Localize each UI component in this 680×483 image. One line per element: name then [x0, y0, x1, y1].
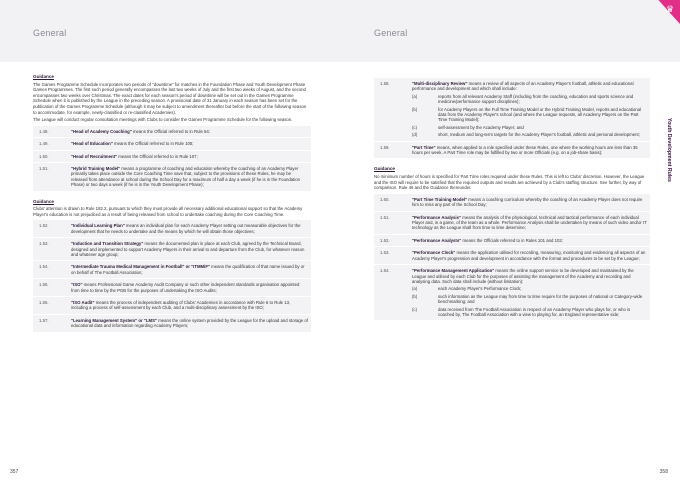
definition-number: 1.54. [33, 261, 68, 279]
definition-text: means the online system provided by the League for the upload and storage of educational data and information regarding Academy Players; [71, 317, 308, 329]
right-page-number: 358 [659, 469, 668, 475]
definition-term: "ISO Audit" [71, 300, 95, 306]
definition-row [33, 297, 311, 315]
definition-term: "Performance Analysis" [412, 214, 462, 220]
definition-row [374, 78, 650, 141]
guidance-heading: Guidance [33, 74, 54, 79]
definition-row [374, 265, 650, 321]
definition-term: "Performance Analysts" [412, 237, 462, 243]
right-page [340, 0, 680, 483]
definitions-table [374, 194, 650, 322]
definition-body [68, 279, 311, 297]
definition-number: 1.52. [33, 220, 68, 237]
guidance-heading: Guidance [33, 198, 54, 204]
definition-text: means the qualification of that name issued by or on behalf of The Football Association; [71, 264, 305, 275]
subitem-text: such information as the League may from time to time require for the purposes of national or Category-wide benchmarking; and [438, 293, 643, 305]
definition-row [33, 150, 311, 162]
definition-row [33, 279, 311, 297]
definition-term: "Multi-disciplinary Review" [412, 81, 468, 86]
subitem-letter: (a) [412, 286, 418, 292]
definition-text: means the online support service to be developed and maintained by the League and utilised by each Club for the purposes of assisting the management of the Academy and recording and analysing data. Such data shall include (without limitation): [412, 268, 634, 284]
left-content [33, 74, 311, 340]
subitem-letter: (a) [412, 93, 418, 99]
definition-term: "ISO" [71, 282, 83, 288]
definition-term: "Intermediate Trauma Medical Management in Football" or "ITMMiF" [71, 264, 210, 270]
definition-number: 1.60. [374, 194, 409, 211]
definition-text: means the Official referred to in Rule 107; [117, 153, 198, 159]
definition-row [33, 162, 311, 191]
subitem-text: for Academy Players on the Full Time Training Model or the Hybrid Training Model, reports and educational data from the Academy Player's school (and where the League requests, all Academy Players on the Part Time Training Model); [438, 106, 642, 123]
guidance-paragraph: No minimum number of hours is specified for Part Time roles required under these Rules. This is left to Clubs' discretion. However, the League and the ISO will require to be satisfied that the required outputs and results are achieved by a Club's staffing structure. See further, by way of comparison, Rule 46 and the Guidance thereunder. [374, 174, 645, 191]
definition-text: means the documented plan in place at each Club, agreed by the Technical Board, designed and implemented to support Academy Players in their arrival to and departure from the Club, for whatever reason and whatever age group; [71, 241, 305, 257]
definitions-table [33, 126, 311, 192]
definition-number: 1.55. [33, 279, 68, 297]
definition-text: means the analysis of the physiological, technical and tactical performance of each individual Player and, in a game, of the team as a whole. Performance Analysis shall be undertaken by means of such video and/or IT technology as the League shall from time to time determine; [412, 214, 647, 231]
definition-subitem [412, 286, 647, 291]
definition-subitem [412, 107, 647, 123]
definition-body [409, 265, 650, 321]
definition-body [409, 194, 650, 211]
definition-number: 1.59. [374, 141, 409, 159]
definition-row [33, 138, 311, 150]
left-section-title: General [33, 28, 67, 38]
definition-row [33, 126, 311, 138]
definition-text: means the Officials referred to in Rules 101 and 102; [461, 237, 563, 243]
definition-row [33, 220, 311, 237]
definition-term: "Hybrid Training Model" [71, 165, 121, 171]
definition-text: means an individual plan for each Academy Player setting out measurable objectives for the development that he needs to undertake and the means by which he will obtain those objectives; [71, 223, 301, 234]
definition-term: "Learning Management System" or "LMS" [71, 317, 157, 323]
guidance-paragraph: Clubs' attention is drawn to Rule 182.2, pursuant to which they must provide all necessary additional educational support so that the Academy Player's education is not prejudiced as a result of being released from school to undertake coaching during the Core Coaching Time. [33, 206, 303, 217]
definition-body [409, 141, 650, 159]
definition-body [68, 220, 311, 237]
subitem-text: reports from all relevant Academy Staff (including from the coaching, education and sports science and medicine/performance support disciplines); [438, 93, 634, 105]
definition-subitem [412, 132, 647, 137]
subitem-text: data received from The Football Association in respect of an Academy Player who plays for, or who is coached by, The Football Association with a view to playing for, an England representative side; [438, 306, 631, 317]
lion-logo-icon: ♛ [665, 4, 675, 14]
definition-body [68, 297, 311, 315]
definition-row [374, 247, 650, 265]
subitem-letter: (b) [412, 293, 418, 299]
definition-subitem [412, 94, 647, 105]
definition-term: "Performance Clock" [412, 250, 456, 256]
definition-body [68, 150, 311, 162]
definition-number: 1.62. [374, 234, 409, 246]
subitem-letter: (c) [412, 306, 418, 312]
guidance-paragraph: The Games Programme Schedule incorporates two periods of "downtime" for matches in the Foundation Phase and Youth Development Phase Games Programmes. The first such period generally encompasses the last two weeks of July and the first two weeks of August, and the second encompasses two weeks over Christmas. The exact dates for each season's period of downtime will be set out in the Games Programme Schedule when it is published by the League in the preceding season. A provisional date of 31 January in each season has been set for the publication of the Games Programme Schedule (although it may be subject to amendment thereafter but before the start of the following season to accommodate, for example, newly-classified or re-classified Academies). [33, 81, 307, 115]
definition-row [374, 194, 650, 211]
definition-term: "Head of Recruitment" [71, 153, 118, 159]
guidance-heading: Guidance [374, 166, 395, 172]
subitem-letter: (d) [412, 132, 418, 138]
definition-row [33, 261, 311, 279]
definition-term: "Part Time" [412, 144, 436, 150]
right-section-title: General [374, 28, 408, 38]
definition-text: means the Official referred to in Rule 105; [112, 141, 194, 147]
definition-body [68, 261, 311, 279]
definition-body [409, 78, 650, 141]
definition-text: means a review of all aspects of an Academy Player's football, athletic and educational performance and development and which shall include: [412, 81, 634, 92]
definition-text: means a programme of coaching and education whereby the coaching of an Academy Player primarily takes place outside the Core Coaching Time save that, subject to the provisions of these Rules, he may be released from attendance at school during the School Day for a maximum of half a day a week (if he is in the Foundation Phase) or two days a week (if he is in the Youth Development Phase); [71, 165, 301, 188]
definition-row [374, 234, 650, 246]
definition-text: means a coaching curriculum whereby the coaching of an Academy Player does not require him to miss any part of the School Day; [412, 196, 643, 208]
definition-subitem [412, 294, 647, 305]
definition-text: means the Official referred to in Rule 64; [131, 128, 211, 134]
definition-number: 1.51. [33, 162, 68, 191]
definition-body [68, 126, 311, 138]
definition-body [409, 247, 650, 265]
definition-number: 1.50. [33, 150, 68, 162]
definition-term: "Head of Education" [71, 141, 113, 147]
definition-text: means the process of independent auditing of Clubs' Academies in accordance with Rule 6 to Rule 13, including a process of self-assessment by each Club, and a multi-disciplinary assessment by the ISO; [71, 300, 291, 311]
definition-number: 1.57. [33, 314, 68, 332]
definition-subitem [412, 125, 647, 130]
subitem-text: short, medium and long-term targets for the Academy Player's football, athletic and personal development; [438, 132, 640, 138]
definition-number: 1.48. [33, 126, 68, 138]
side-label-text: Youth Development Rules [666, 118, 672, 182]
definition-body [68, 162, 311, 191]
side-label [664, 70, 674, 230]
definition-term: "Head of Academy Coaching" [71, 128, 132, 134]
definition-number: 1.64. [374, 265, 409, 321]
definition-number: 1.49. [33, 138, 68, 150]
definition-subitem [412, 307, 647, 318]
definition-number: 1.58. [374, 78, 409, 141]
definition-row [33, 238, 311, 261]
definition-body [68, 314, 311, 332]
definition-text: means the application utilised for recording, measuring, monitoring and evidencing all aspects of an Academy Player's progression and development in accordance with the format and procedures to be set by the League; [412, 250, 646, 261]
definition-number: 1.56. [33, 297, 68, 315]
definition-body [409, 234, 650, 246]
right-content [374, 75, 650, 328]
definition-term: "Performance Management Application" [412, 268, 495, 274]
definitions-table [33, 220, 311, 332]
definition-text: means, when applied to a role specified under these Rules, one where the working hours are less than 35 hours per week. A Part Time role may be fulfilled by two or more Officials (e.g. on a job-share basis); [412, 144, 638, 156]
definition-text: means Professional Game Academy Audit Company or such other independent standards organisation appointed from time to time by the PGB for the purposes of undertaking the ISO Audits; [71, 282, 300, 293]
definition-number: 1.63. [374, 247, 409, 265]
subitem-text: each Academy Player's Performance Clock; [438, 286, 522, 292]
definition-body [409, 211, 650, 234]
guidance-paragraph: The League will conduct regular consultation meetings with Clubs to consider the Games Programme Schedule for the following season. [33, 117, 293, 123]
definition-term: "Induction and Transition Strategy" [71, 241, 144, 247]
definition-term: "Individual Learning Plan" [71, 223, 125, 229]
definition-body [68, 138, 311, 150]
definition-number: 1.61. [374, 211, 409, 234]
definition-body [68, 238, 311, 261]
definition-number: 1.53. [33, 238, 68, 261]
subitem-letter: (b) [412, 106, 418, 112]
subitem-letter: (c) [412, 124, 418, 130]
definitions-table [374, 78, 650, 159]
left-page-number: 357 [10, 469, 19, 475]
subitem-text: self-assessment by the Academy Player; and [438, 124, 524, 130]
definition-row [33, 314, 311, 332]
definition-row [374, 211, 650, 234]
definition-term: "Part Time Training Model" [412, 196, 468, 202]
definition-row [374, 141, 650, 159]
